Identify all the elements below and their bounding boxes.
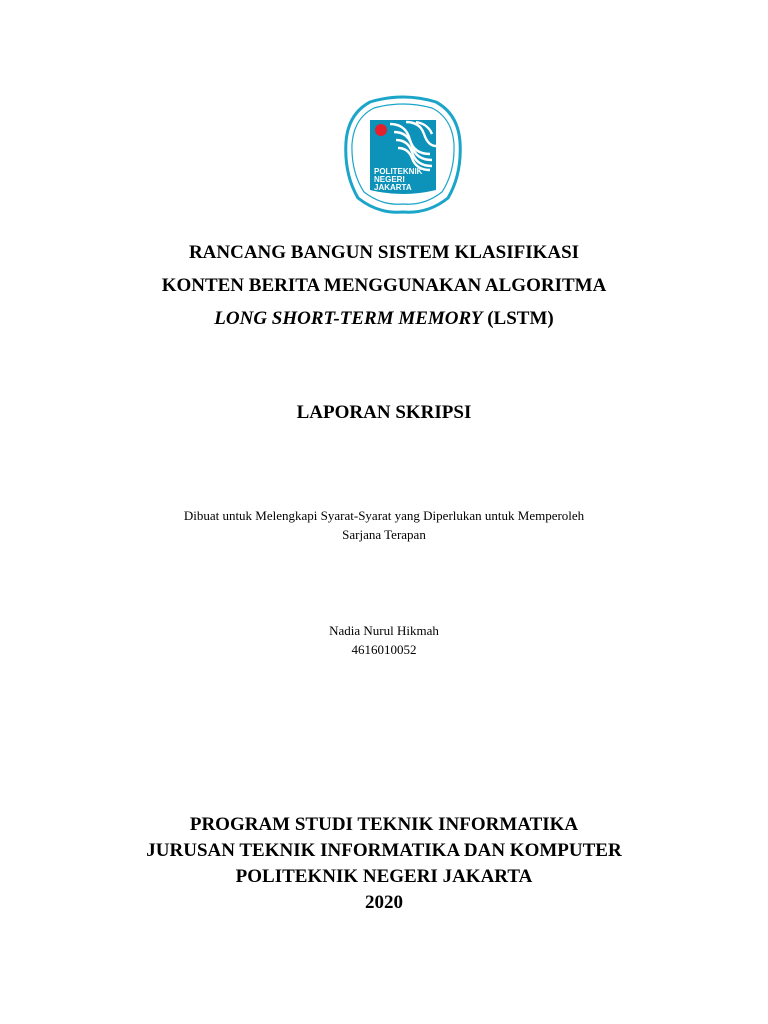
author-info xyxy=(0,621,768,659)
logo-text-line-3: JAKARTA xyxy=(374,183,412,192)
department: JURUSAN TEKNIK INFORMATIKA DAN KOMPUTER xyxy=(146,840,622,861)
title-italic-part: LONG SHORT-TERM MEMORY xyxy=(214,308,483,329)
author-name: Nadia Nurul Hikmah xyxy=(329,623,439,638)
student-id: 4616010052 xyxy=(351,642,417,657)
school-name: POLITEKNIK NEGERI JAKARTA xyxy=(235,866,533,887)
politeknik-negeri-jakarta-logo xyxy=(344,94,462,214)
title-line-3 xyxy=(0,302,768,335)
institution-block xyxy=(0,812,768,916)
report-type: LAPORAN SKRIPSI xyxy=(296,402,472,423)
title-line-2: KONTEN BERITA MENGGUNAKAN ALGORITMA xyxy=(161,275,607,296)
purpose-statement xyxy=(0,506,768,544)
study-program: PROGRAM STUDI TEKNIK INFORMATIKA xyxy=(189,814,579,835)
logo-red-dot xyxy=(375,124,387,136)
thesis-title xyxy=(0,236,768,335)
logo-text-line-2: NEGERI xyxy=(374,175,405,184)
logo-text-line-1: POLITEKNIK xyxy=(374,167,423,176)
purpose-line-1: Dibuat untuk Melengkapi Syarat-Syarat yang Diperlukan untuk Memperoleh xyxy=(183,508,585,523)
purpose-line-2: Sarjana Terapan xyxy=(342,527,426,542)
year: 2020 xyxy=(365,892,403,913)
title-acronym-part: (LSTM) xyxy=(482,308,554,329)
title-line-1: RANCANG BANGUN SISTEM KLASIFIKASI xyxy=(188,242,580,263)
